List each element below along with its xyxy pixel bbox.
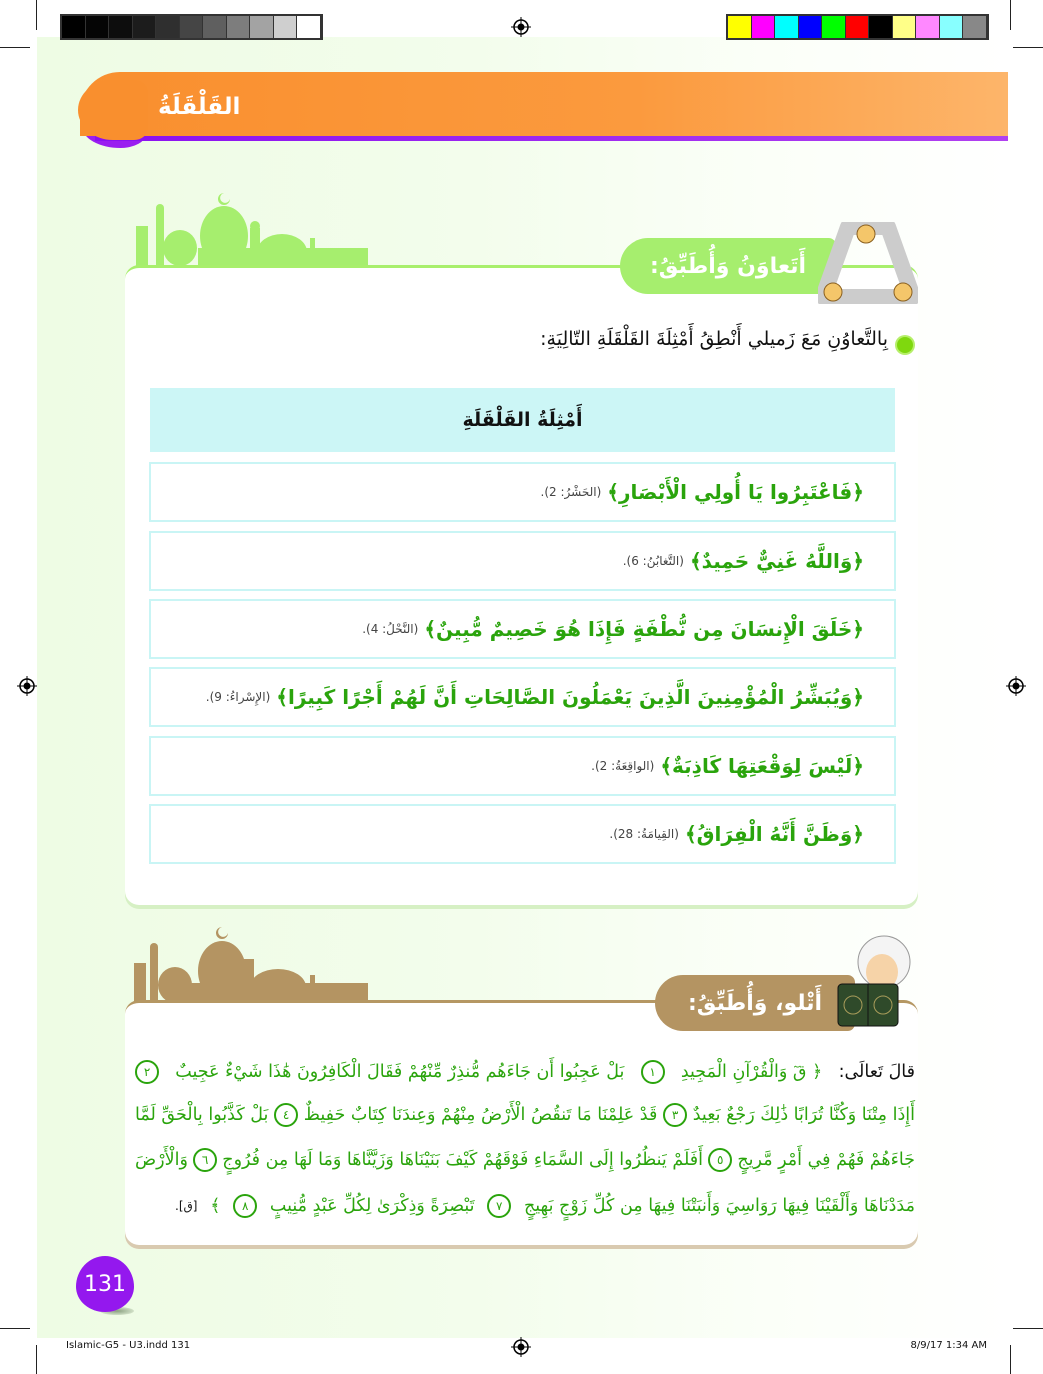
verse-reference: (الإِسْراءُ: 9). [205, 690, 271, 704]
quran-text: تَبْصِرَةً وَذِكْرَىٰ لِكُلِّ عَبْدٍ مُّنِيبٍ [269, 1196, 475, 1216]
crop-mark [0, 1328, 30, 1329]
crop-mark [1013, 47, 1043, 48]
verse-text: ﴿وَظَنَّ أَنَّهُ الْفِرَاقُ﴾ [684, 822, 864, 846]
verse-reference: (الحَشْرُ: 2). [540, 485, 602, 499]
table-row [149, 667, 896, 727]
mosque-skyline-icon [130, 925, 370, 1003]
verse-number-marker: ٣ [663, 1103, 687, 1127]
section-label-recite-apply: أَتْلو، وَأُطَبِّقُ: [655, 975, 855, 1031]
cmyk-color-bar [726, 14, 989, 40]
crop-mark [1010, 0, 1011, 30]
quran-text: ﴾ [210, 1196, 221, 1216]
section-label-cooperate-apply: أَتَعاوَنُ وَأُطَبِّقُ: [620, 238, 836, 294]
quran-text: أَفَلَمْ يَنظُرُوا إِلَى السَّمَاءِ فَوْقَهُمْ كَيْفَ بَنَيْنَاهَا وَزَيَّنَّاهَا وَمَا لَهَا مِن فُرُوجٍ [222, 1150, 703, 1170]
quran-line [135, 1148, 915, 1172]
bullet-icon [897, 337, 913, 353]
quran-line [135, 1103, 915, 1127]
registration-mark-icon [1006, 676, 1026, 696]
registration-mark-icon [511, 1337, 531, 1357]
table-header: أَمْثِلَةُ القَلْقَلَةِ [150, 388, 895, 452]
crop-mark [1010, 1345, 1011, 1374]
verse-reference: (القِيامَةُ: 28). [609, 827, 679, 841]
table-row [149, 736, 896, 796]
verse-reference: (النَّحْلُ: 4). [362, 622, 419, 636]
table-row [149, 804, 896, 864]
verse-number-marker: ٢ [135, 1060, 159, 1084]
quran-line [135, 1060, 915, 1084]
footer-timestamp: 8/9/17 1:34 AM [910, 1340, 987, 1351]
verse-reference: (التَّغابُنُ: 6). [622, 554, 684, 568]
surah-reference: [ق]. [175, 1199, 198, 1213]
verse-number-marker: ٦ [193, 1148, 217, 1172]
table-row [149, 531, 896, 591]
instruction-text: بِالتَّعاوُنِ مَعَ زَميلي أَنْطِقُ أَمْثِلَةَ القَلْقَلَةِ التّالِيَةِ: [540, 328, 888, 350]
table-row [149, 599, 896, 659]
registration-mark-icon [17, 676, 37, 696]
verse-text: ﴿فَاعْتَبِرُوا يَا أُولِي الْأَبْصَارِ﴾ [607, 480, 864, 504]
header-ornament [78, 80, 148, 140]
crop-mark [36, 1345, 37, 1374]
verse-number-marker: ٥ [708, 1148, 732, 1172]
crop-mark [36, 0, 37, 30]
crop-mark [1013, 1328, 1043, 1329]
page-number: 131 [76, 1256, 134, 1312]
quran-text: قَدْ عَلِمْنَا مَا تَنقُصُ الْأَرْضُ مِنْهُمْ وَعِندَنَا كِتَابٌ حَفِيظٌ [303, 1105, 658, 1125]
verse-number-marker: ١ [641, 1060, 665, 1084]
table-row [149, 462, 896, 522]
verse-text: ﴿وَيُبَشِّرُ الْمُؤْمِنِينَ الَّذِينَ يَعْمَلُونَ الصَّالِحَاتِ أَنَّ لَهُمْ أَجْرًا كَبِيرًا﴾ [276, 685, 864, 709]
lesson-title: القَلْقَلَةُ [158, 94, 241, 120]
quran-text: مَدَدْنَاهَا وَأَلْقَيْنَا فِيهَا رَوَاسِيَ وَأَنبَتْنَا فِيهَا مِن كُلِّ زَوْجٍ بَهِيجٍ [523, 1196, 915, 1216]
quran-text: جَاءَهُمْ فَهُمْ فِي أَمْرٍ مَّرِيجٍ [737, 1150, 915, 1170]
quran-intro: قالَ تَعالَى: [838, 1062, 915, 1082]
quran-text: أَإِذَا مِتْنَا وَكُنَّا تُرَابًا ذَٰلِكَ رَجْعٌ بَعِيدٌ [692, 1105, 915, 1125]
verse-text: ﴿لَيْسَ لِوَقْعَتِهَا كَاذِبَةٌ﴾ [660, 754, 864, 778]
verse-text: ﴿وَاللَّهُ غَنِيٌّ حَمِيدٌ﴾ [689, 549, 864, 573]
crop-mark [0, 47, 30, 48]
quran-text: بَلْ كَذَّبُوا بِالْحَقِّ لَمَّا [135, 1105, 269, 1125]
quran-text: ﴿ قٓ وَالْقُرْآنِ الْمَجِيدِ [680, 1062, 823, 1082]
footer-filename: Islamic-G5 - U3.indd 131 [66, 1340, 191, 1351]
grayscale-color-bar [60, 14, 323, 40]
joined-hands-icon [818, 222, 918, 304]
verse-text: ﴿خَلَقَ الْإِنسَانَ مِن نُّطْفَةٍ فَإِذَا هُوَ خَصِيمٌ مُّبِينٌ﴾ [424, 617, 864, 641]
verse-number-marker: ٨ [233, 1194, 257, 1218]
quran-text: بَلْ عَجِبُوا أَن جَاءَهُم مُّنذِرٌ مِّنْهُمْ فَقَالَ الْكَافِرُونَ هَٰذَا شَيْءٌ عَجِيبٌ [175, 1062, 625, 1082]
quran-line [175, 1194, 915, 1218]
verse-reference: (الواقِعَةُ: 2). [591, 759, 655, 773]
registration-mark-icon [511, 17, 531, 37]
verse-number-marker: ٤ [274, 1103, 298, 1127]
boy-reading-quran-icon [832, 932, 920, 1032]
mosque-skyline-icon [132, 188, 372, 268]
quran-text: وَالْأَرْضَ [135, 1150, 188, 1170]
verse-number-marker: ٧ [487, 1194, 511, 1218]
